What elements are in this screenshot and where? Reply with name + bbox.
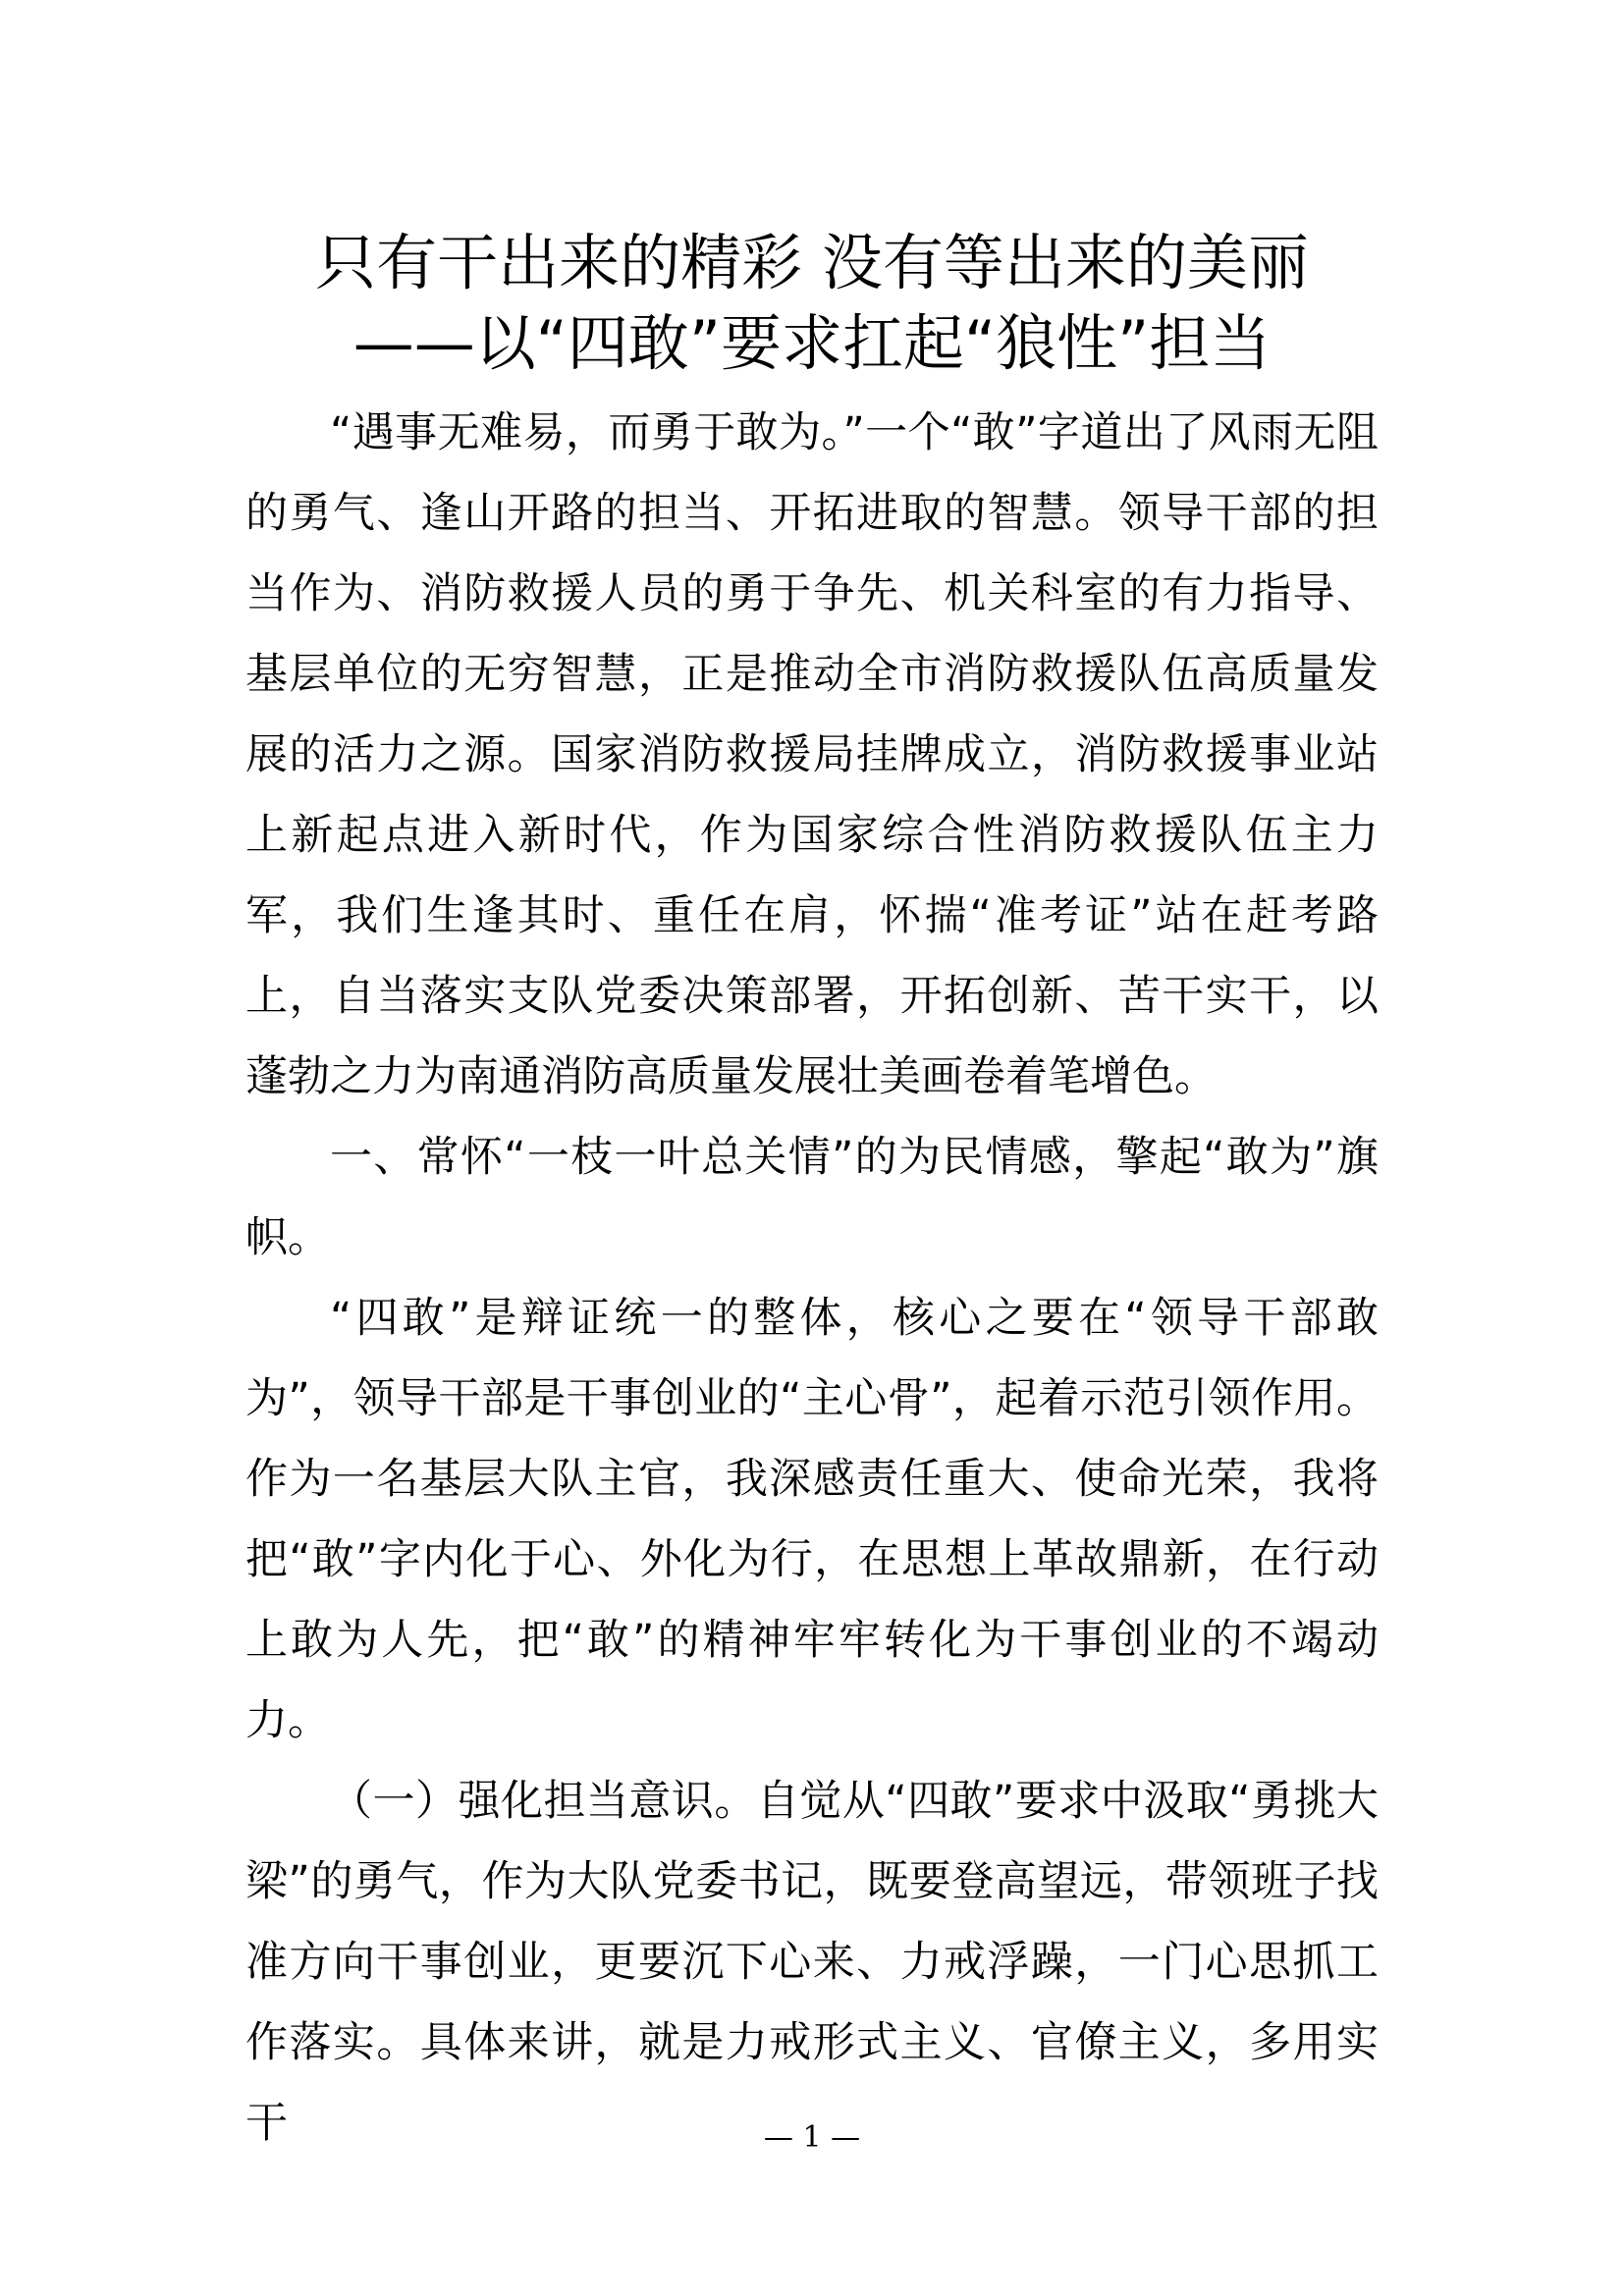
section-heading-1: 一、常怀“一枝一叶总关情”的为民情感，擎起“敢为”旗帜。 (245, 1133, 1379, 1262)
page-number: — 1 — (763, 2120, 861, 2155)
paragraph-subsection-1: （一）强化担当意识。自觉从“四敢”要求中汲取“勇挑大梁”的勇气，作为大队党委书记，既要登高望远，带领班子找准方向干事创业，更要沉下心来、力戒浮躁，一门心思抓工作落实。具体来讲，就是力戒形式主义、官僚主义，多用实干 (245, 1777, 1379, 2148)
paragraph-section-1: “四敢”是辩证统一的整体，核心之要在“领导干部敢为”，领导干部是干事创业的“主心骨”，起着示范引领作用。作为一名基层大队主官，我深感责任重大、使命光荣，我将把“敢”字内化于心、外化为行，在思想上革故鼎新，在行动上敢为人先，把“敢”的精神牢牢转化为干事创业的不竭动力。 (245, 1294, 1379, 1745)
document-body (245, 393, 1379, 2163)
document-title: 只有干出来的精彩 没有等出来的美丽 (315, 227, 1309, 298)
document-subtitle: ——以“四敢”要求扛起“狼性”担当 (352, 307, 1272, 379)
paragraph-intro: “遇事无难易，而勇于敢为。”一个“敢”字道出了风雨无阻的勇气、逢山开路的担当、开拓进取的智慧。领导干部的担当作为、消防救援人员的勇于争先、机关科室的有力指导、基层单位的无穷智慧，正是推动全市消防救援队伍高质量发展的活力之源。国家消防救援局挂牌成立，消防救援事业站上新起点进入新时代，作为国家综合性消防救援队伍主力军，我们生逢其时、重任在肩，怀揣“准考证”站在赶考路上，自当落实支队党委决策部署，开拓创新、苦干实干，以蓬勃之力为南通消防高质量发展壮美画卷着笔增色。 (245, 408, 1379, 1101)
